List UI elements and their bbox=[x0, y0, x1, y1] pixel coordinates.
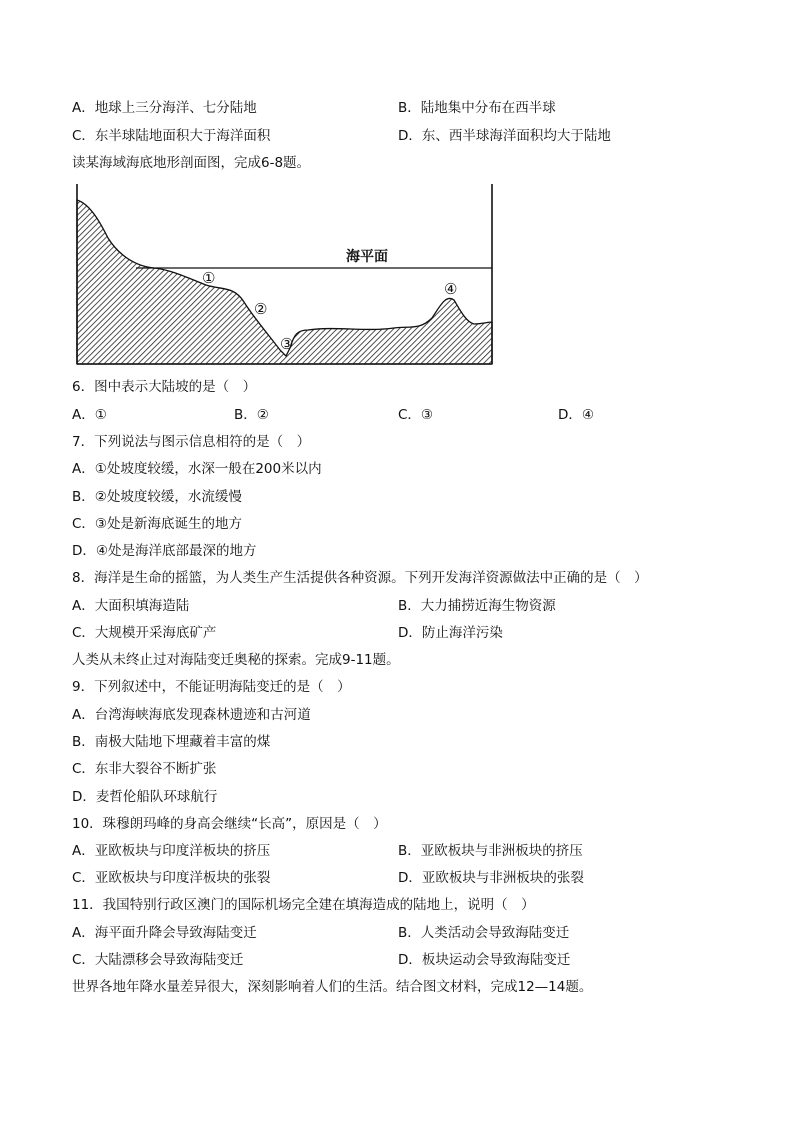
q6-stem: 6．图中表示大陆坡的是（ ） bbox=[72, 379, 257, 395]
q9-option-d: D．麦哲伦船队环球航行 bbox=[72, 789, 218, 805]
intro-12-14: 世界各地年降水量差异很大，深刻影响着人们的生活。结合图文材料，完成12—14题。 bbox=[72, 979, 593, 995]
q5-option-d: D．东、西半球海洋面积均大于陆地 bbox=[398, 128, 611, 144]
q5-option-b: B．陆地集中分布在西半球 bbox=[398, 100, 556, 116]
q5-option-c: C．东半球陆地面积大于海洋面积 bbox=[72, 128, 271, 144]
q11-option-d: D．板块运动会导致海陆变迁 bbox=[398, 952, 571, 968]
q10-stem: 10．珠穆朗玛峰的身高会继续“长高”，原因是（ ） bbox=[72, 816, 387, 832]
q10-option-c: C．亚欧板块与印度洋板块的张裂 bbox=[72, 870, 271, 886]
q5-option-a: A．地球上三分海洋、七分陆地 bbox=[72, 100, 257, 116]
q9-option-c: C．东非大裂谷不断扩张 bbox=[72, 761, 217, 777]
q11-option-c: C．大陆漂移会导致海陆变迁 bbox=[72, 952, 244, 968]
q6-option-b: B．② bbox=[234, 407, 269, 423]
q7-option-b: B．②处坡度较缓，水流缓慢 bbox=[72, 489, 242, 505]
q6-option-c: C．③ bbox=[398, 407, 434, 423]
q6-option-a: A．① bbox=[72, 407, 107, 423]
q7-stem: 7．下列说法与图示信息相符的是（ ） bbox=[72, 434, 311, 450]
marker-2: ② bbox=[254, 300, 268, 318]
q11-option-a: A．海平面升降会导致海陆变迁 bbox=[72, 925, 257, 941]
q11-option-b: B．人类活动会导致海陆变迁 bbox=[398, 925, 570, 941]
seafloor-profile-svg bbox=[76, 182, 494, 366]
q10-option-a: A．亚欧板块与印度洋板块的挤压 bbox=[72, 843, 271, 859]
q10-option-d: D．亚欧板块与非洲板块的张裂 bbox=[398, 870, 584, 886]
q8-option-d: D．防止海洋污染 bbox=[398, 625, 503, 641]
sea-level-label: 海平面 bbox=[346, 249, 388, 265]
intro-9-11: 人类从未终止过对海陆变迁奥秘的探索。完成9-11题。 bbox=[72, 652, 400, 668]
q7-option-d: D．④处是海洋底部最深的地方 bbox=[72, 543, 257, 559]
q8-option-b: B．大力捕捞近海生物资源 bbox=[398, 598, 556, 614]
marker-1: ① bbox=[202, 269, 216, 287]
seafloor-profile-figure bbox=[76, 182, 494, 366]
q9-option-a: A．台湾海峡海底发现森林遗迹和古河道 bbox=[72, 707, 311, 723]
q7-option-a: A．①处坡度较缓，水深一般在200米以内 bbox=[72, 461, 322, 477]
marker-3: ③ bbox=[280, 335, 294, 353]
q7-option-c: C．③处是新海底诞生的地方 bbox=[72, 516, 243, 532]
intro-6-8: 读某海域海底地形剖面图，完成6-8题。 bbox=[72, 155, 311, 171]
q6-option-d: D．④ bbox=[558, 407, 594, 423]
q10-option-b: B．亚欧板块与非洲板块的挤压 bbox=[398, 843, 583, 859]
q9-option-b: B．南极大陆地下埋藏着丰富的煤 bbox=[72, 734, 271, 750]
q8-option-c: C．大规模开采海底矿产 bbox=[72, 625, 217, 641]
q8-option-a: A．大面积填海造陆 bbox=[72, 598, 190, 614]
marker-4: ④ bbox=[444, 280, 458, 298]
q11-stem: 11．我国特别行政区澳门的国际机场完全建在填海造成的陆地上，说明（ ） bbox=[72, 897, 535, 913]
q9-stem: 9．下列叙述中，不能证明海陆变迁的是（ ） bbox=[72, 679, 351, 695]
q8-stem: 8．海洋是生命的摇篮，为人类生产生活提供各种资源。下列开发海洋资源做法中正确的是（ ） bbox=[72, 570, 648, 586]
